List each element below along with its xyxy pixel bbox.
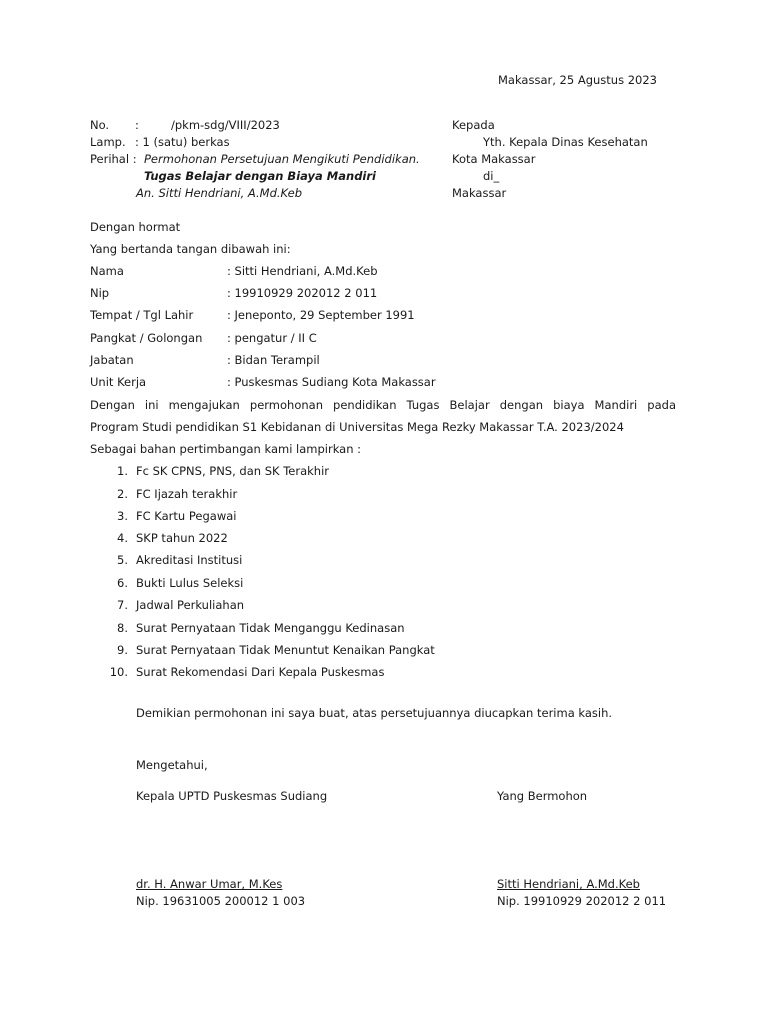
perihal-line-3: An. Sitti Hendriani, A.Md.Keb: [136, 186, 303, 200]
closing-text: Demikian permohonan ini saya buat, atas persetujuannya diucapkan terima kasih.: [136, 706, 613, 720]
identity-value: : Sitti Hendriani, A.Md.Keb: [227, 264, 378, 278]
list-item-text: Surat Rekomendasi Dari Kepala Puskesmas: [136, 665, 385, 679]
recipient-kepada: Kepada: [452, 118, 495, 132]
request-line-2: Program Studi pendidikan S1 Kebidanan di Universitas Mega Rezky Makassar T.A. 2023/2024: [90, 420, 624, 434]
attachments-intro: Sebagai bahan pertimbangan kami lampirkan :: [90, 442, 362, 456]
list-item-number: 1.: [117, 464, 128, 478]
list-item-number: 5.: [117, 553, 128, 567]
lamp-value: : 1 (satu) berkas: [135, 135, 230, 149]
list-item-number: 9.: [117, 643, 128, 657]
right-signer-nip: Nip. 19910929 202012 2 011: [497, 894, 667, 908]
list-item-text: Akreditasi Institusi: [136, 553, 243, 567]
list-item-text: Surat Pernyataan Tidak Menganggu Kedinasan: [136, 621, 405, 635]
list-item-text: SKP tahun 2022: [136, 531, 228, 545]
perihal-label: Perihal :: [90, 152, 137, 166]
perihal-line-1: Permohonan Persetujuan Mengikuti Pendidikan.: [144, 152, 420, 166]
no-label: No.: [90, 118, 110, 132]
identity-label: Tempat / Tgl Lahir: [90, 308, 194, 322]
list-item-number: 2.: [117, 487, 128, 501]
list-item-text: Jadwal Perkuliahan: [136, 598, 245, 612]
identity-label: Jabatan: [90, 353, 134, 367]
recipient-di: di_: [483, 169, 500, 183]
list-item-number: 8.: [117, 621, 128, 635]
identity-label: Nama: [90, 264, 124, 278]
list-item-number: 4.: [117, 531, 128, 545]
list-item-text: Surat Pernyataan Tidak Menuntut Kenaikan Pangkat: [136, 643, 435, 657]
list-item-text: FC Ijazah terakhir: [136, 487, 238, 501]
right-signer-title: Yang Bermohon: [497, 789, 588, 803]
lamp-label: Lamp.: [90, 135, 126, 149]
identity-label: Nip: [90, 286, 110, 300]
left-signer-nip: Nip. 19631005 200012 1 003: [136, 894, 306, 908]
list-item-text: Bukti Lulus Seleksi: [136, 576, 244, 590]
no-value: /pkm-sdg/VIII/2023: [171, 118, 280, 132]
left-signer-title: Kepala UPTD Puskesmas Sudiang: [136, 789, 328, 803]
place-date: Makassar, 25 Agustus 2023: [498, 73, 657, 87]
right-signer-name: Sitti Hendriani, A.Md.Keb: [497, 877, 640, 891]
identity-value: : Puskesmas Sudiang Kota Makassar: [227, 375, 436, 389]
identity-value: : 19910929 202012 2 011: [227, 286, 378, 300]
identity-value: : pengatur / II C: [227, 331, 317, 345]
list-item-number: 10.: [109, 665, 128, 679]
list-item-text: Fc SK CPNS, PNS, dan SK Terakhir: [136, 464, 329, 478]
list-item-text: FC Kartu Pegawai: [136, 509, 237, 523]
no-separator: :: [135, 118, 139, 132]
perihal-line-2: Tugas Belajar dengan Biaya Mandiri: [144, 169, 376, 183]
list-item-number: 3.: [117, 509, 128, 523]
recipient-yth: Yth. Kepala Dinas Kesehatan: [483, 135, 648, 149]
greeting: Dengan hormat: [90, 220, 181, 234]
recipient-city: Makassar: [452, 186, 507, 200]
recipient-kota: Kota Makassar: [452, 152, 536, 166]
intro-text: Yang bertanda tangan dibawah ini:: [90, 242, 291, 256]
mengetahui-label: Mengetahui,: [136, 758, 208, 772]
left-signer-name: dr. H. Anwar Umar, M.Kes: [136, 877, 283, 891]
identity-label: Pangkat / Golongan: [90, 331, 203, 345]
request-line-1: Dengan ini mengajukan permohonan pendidikan Tugas Belajar dengan biaya Mandiri pada: [90, 398, 676, 412]
identity-value: : Bidan Terampil: [227, 353, 320, 367]
list-item-number: 6.: [117, 576, 128, 590]
identity-label: Unit Kerja: [90, 375, 147, 389]
list-item-number: 7.: [117, 598, 128, 612]
identity-value: : Jeneponto, 29 September 1991: [227, 308, 415, 322]
